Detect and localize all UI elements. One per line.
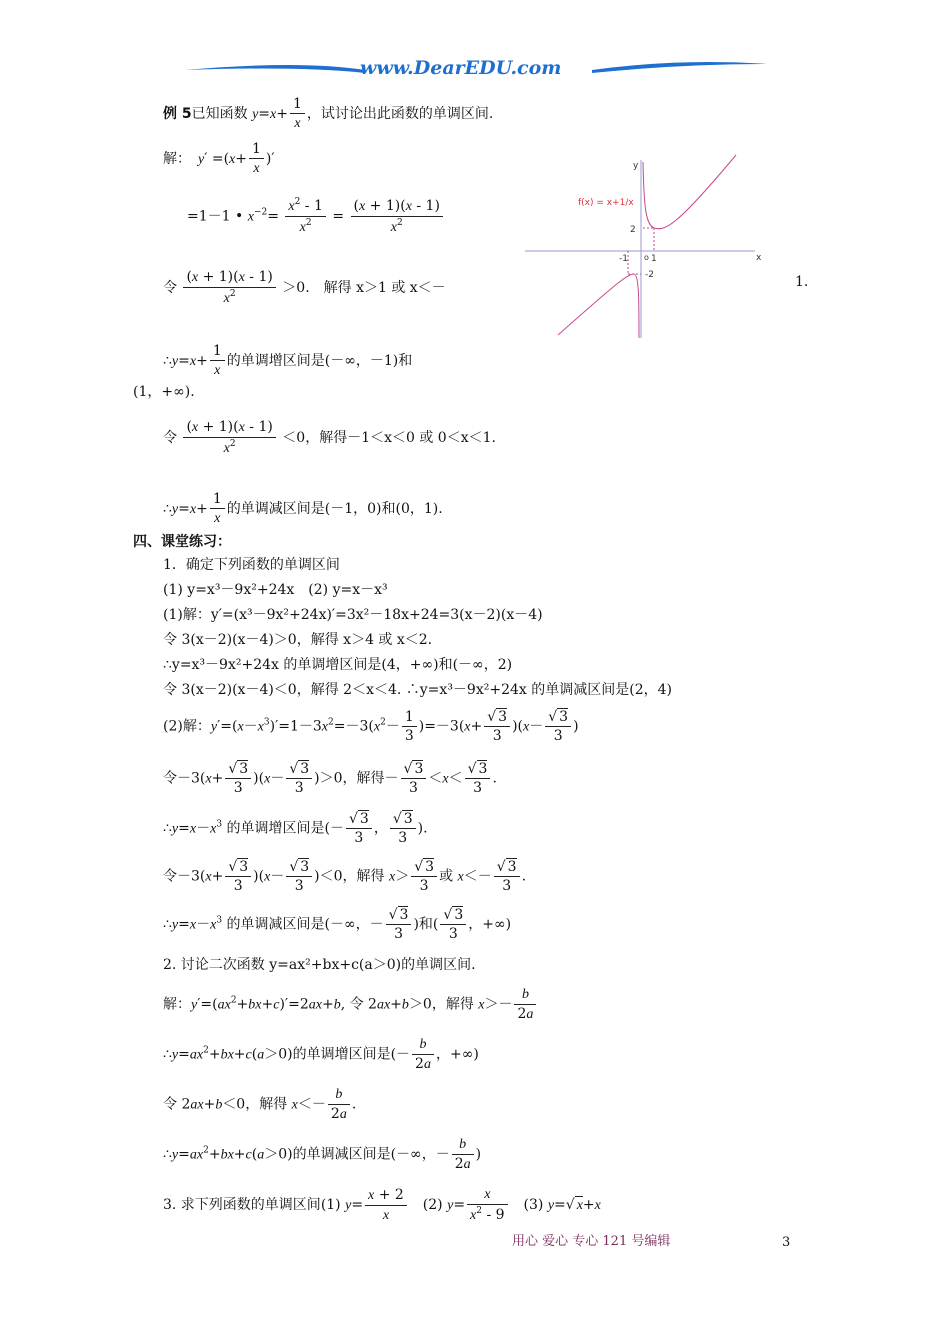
q1-2-step3: $\therefore y=x-x^3$ 的单调增区间是(－ $\frac{√ 3}{3}$ ， $\frac{√ 3}{3}$ ). xyxy=(163,811,428,847)
q1-2-step2: 令－3(x+ $\frac{√ 3}{3}$ )(x－ $\frac{√ 3}{3}$ )＞0，解得－ $\frac{√ 3}{3}$ ＜x＜ $\frac{√ 3}{3}$ . xyxy=(163,761,497,797)
site-title[interactable]: www.DearEDU.com xyxy=(360,57,562,79)
q1-2-step1: (2)解：$y'=(x-x^3)'=1-3x^2=-3(x^2-$ $\frac{1}{3}$ )=－3(x+ $\frac{√ 3}{3}$ )(x－ $\frac{√ 3}{3}$ ) xyxy=(163,709,579,745)
q1-title: 1．确定下列函数的单调区间 xyxy=(163,557,340,573)
q2-title: 2. 讨论二次函数 y=ax²+bx+c(a＞0)的单调区间. xyxy=(163,957,476,973)
q2-step3: 令 2ax+b＜0，解得 x＜－ $\frac{b}{2a}$ . xyxy=(163,1087,357,1123)
footer-credit: 用心 爱心 专心 121 号编辑 xyxy=(512,1234,671,1249)
graph-tick-neg1: -1 xyxy=(619,254,628,264)
graph-x-label: x xyxy=(756,253,762,263)
graph-tick-neg2: -2 xyxy=(645,270,654,280)
q1-2-step4: 令－3(x+ $\frac{√ 3}{3}$ )(x－ $\frac{√ 3}{3}$ )＜0，解得 x＞ $\frac{√ 3}{3}$ 或 x＜－ $\frac{√ 3}{3}$ . xyxy=(163,859,527,895)
example5-step3-end: 1. xyxy=(795,274,809,290)
example5-step-dec: 令 $\frac{(x + 1)(x - 1)}{x^2}$ ＜0，解得－1＜x＜0 或 0＜x＜1. xyxy=(163,419,496,457)
q1-step2: 令 3(x－2)(x－4)＞0，解得 x＞4 或 x＜2. xyxy=(163,632,433,648)
curve-left xyxy=(558,274,639,338)
graph-tick-origin: o xyxy=(644,253,649,262)
example5-statement: 例 5已知函数 y=x+ $\frac{1}{x}$ ，试讨论出此函数的单调区间. xyxy=(163,96,494,132)
example5-step1: 解： y′ =(x+ $\frac{1}{x}$ )′ xyxy=(163,141,275,177)
graph-tick-2: 2 xyxy=(630,225,636,235)
example5-inc: ∴y=x+ $\frac{1}{x}$ 的单调增区间是(－∞，－1)和 xyxy=(163,343,413,379)
example5-dec: ∴y=x+ $\frac{1}{x}$ 的单调减区间是(－1，0)和(0，1). xyxy=(163,491,443,527)
q2-step4: $\therefore y=ax^2+bx+c(a>0)$的单调减区间是(－∞，－ $\frac{b}{2a}$ ) xyxy=(163,1137,482,1173)
graph-func-label: f(x) = x+1/x xyxy=(578,198,634,208)
q2-step2: $\therefore y=ax^2+bx+c(a>0)$的单调增区间是(－ $\frac{b}{2a}$ ，+∞) xyxy=(163,1037,479,1073)
q3-title: 3. 求下列函数的单调区间(1) y= $\frac{x + 2}{x}$ (2) y= $\frac{x}{x^2 - 9}$ (3) y=√ x+x xyxy=(163,1186,601,1224)
graph-tick-1: 1 xyxy=(651,254,657,264)
example5-step2: =1－1 • $x^{-2}=$ $\frac{x^2 - 1}{x^2}$ = $\frac{(x + 1)(x - 1)}{x^2}$ xyxy=(187,196,445,237)
page-number: 3 xyxy=(782,1235,791,1250)
q1-step1: (1)解：y′=(x³－9x²+24x)′=3x²－18x+24=3(x－2)(x－4) xyxy=(163,607,543,623)
q1-2-step5: $\therefore y=x-x^3$ 的单调减区间是(－∞，－ $\frac{√ 3}{3}$ )和( $\frac{√ 3}{3}$ ，+∞) xyxy=(163,907,512,943)
example5-inc-cont: (1，+∞). xyxy=(133,384,195,400)
graph-y-label: y xyxy=(633,161,639,171)
header-banner xyxy=(0,0,950,90)
q1-step3: ∴y=x³－9x²+24x 的单调增区间是(4，+∞)和(－∞，2) xyxy=(163,657,513,673)
function-graph xyxy=(520,150,780,340)
q2-step1: 解：$y'=(ax^2+bx+c)'=2ax+b$, 令 2ax+b＞0，解得 x＞－ $\frac{b}{2a}$ xyxy=(163,985,538,1024)
example5-step3: 令 $\frac{(x + 1)(x - 1)}{x^2}$ ＞0. 解得 x＞1 或 x＜－ xyxy=(163,269,446,307)
q1-step4: 令 3(x－2)(x－4)＜0，解得 2＜x＜4. ∴y=x³－9x²+24x 的单调减区间是(2，4) xyxy=(163,682,672,698)
curve-right xyxy=(643,155,736,229)
q1-funcs: (1) y=x³－9x²+24x (2) y=x－x³ xyxy=(163,582,388,598)
section4-title: 四、课堂练习： xyxy=(133,534,231,550)
